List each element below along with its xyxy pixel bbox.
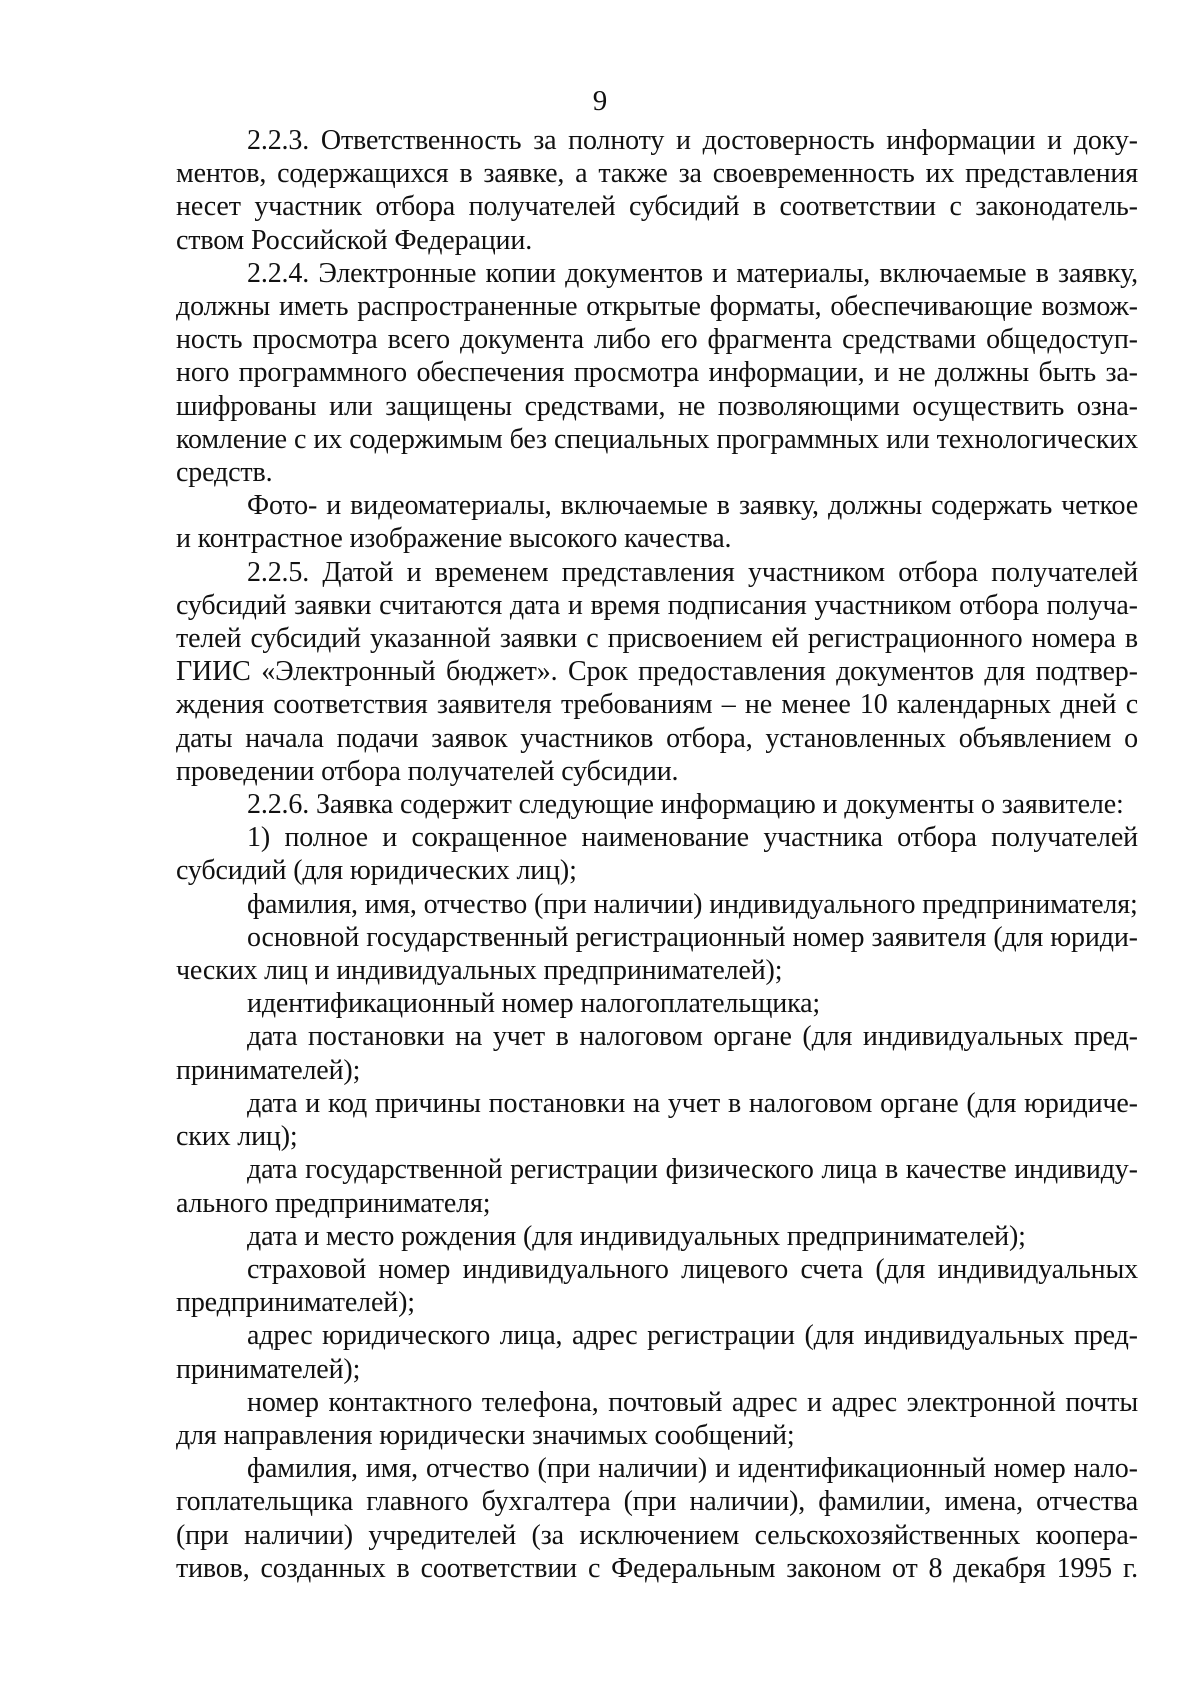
list-item-birth-date-place: дата и место рождения (для индивидуальных предпринимателей);: [247, 1220, 1026, 1252]
paragraph-2-2-6: 2.2.6. Заявка содержит следующие информацию и документы о заявителе:: [247, 789, 1124, 821]
list-item-state-registration-date: дата государственной регистрации физического лица в качестве индивидуального предпринимателя;: [176, 1154, 1138, 1219]
list-item-address: адрес юридического лица, адрес регистрации (для индивидуальных предпринимателей);: [176, 1320, 1138, 1385]
paragraph-2-2-4: 2.2.4. Электронные копии документов и материалы, включаемые в заявку, должны иметь распространенные открытые форматы, обеспечивающие возможность просмотра всего документа либо его фрагмента средствами общедоступного программного обеспечения просмотра информации, и не должны быть зашифрованы или защищены средствами, не позволяющими осуществить ознакомление с их содержимым без специальных программных или технологических средств.: [176, 257, 1138, 489]
list-item-tax-registration-date: дата постановки на учет в налоговом органе (для индивидуальных предпринимателей);: [176, 1021, 1138, 1086]
paragraph-photo-video: Фото- и видеоматериалы, включаемые в заявку, должны содержать четкое и контрастное изображение высокого качества.: [176, 490, 1138, 555]
page-number: 9: [592, 85, 608, 117]
list-item-inn: идентификационный номер налогоплательщика;: [247, 988, 821, 1020]
list-item-snils: страховой номер индивидуального лицевого счета (для индивидуальных предпринимателей);: [176, 1253, 1138, 1319]
list-item-contacts: номер контактного телефона, почтовый адрес и адрес электронной почты для направления юридически значимых сообщений;: [176, 1386, 1138, 1451]
paragraph-2-2-5: 2.2.5. Датой и временем представления участником отбора получателей субсидий заявки считаются дата и время подписания участником отбора получателей субсидий указанной заявки с присвоением ей регистрационного номера в ГИИС «Электронный бюджет». Срок предоставления документов для подтверждения соответствия заявителя требованиям – не менее 10 календарных дней с даты начала подачи заявок участников отбора, установленных объявлением о проведении отбора получателей субсидии.: [176, 556, 1138, 787]
document-body: [176, 124, 1138, 1585]
list-item-entrepreneur-name: фамилия, имя, отчество (при наличии) индивидуального предпринимателя;: [247, 888, 1138, 920]
list-item-name: 1) полное и сокращенное наименование участника отбора получателей субсидий (для юридических лиц);: [176, 822, 1138, 887]
list-item-ogrn: основной государственный регистрационный номер заявителя (для юридических лиц и индивидуальных предпринимателей);: [176, 921, 1138, 987]
list-item-accountant-founders: фамилия, имя, отчество (при наличии) и идентификационный номер налогоплательщика главного бухгалтера (при наличии), фамилии, имена, отчества (при наличии) учредителей (за исключением сельскохозяйственных кооперативов, созданных в соответствии с Федеральным законом от 8 декабря 1995 г.: [176, 1453, 1138, 1584]
list-item-kpp: дата и код причины постановки на учет в налоговом органе (для юридических лиц);: [176, 1087, 1138, 1153]
paragraph-2-2-3: 2.2.3. Ответственность за полноту и достоверность информации и документов, содержащихся в заявке, а также за своевременность их представления несет участник отбора получателей субсидий в соответствии с законодательством Российской Федерации.: [176, 125, 1138, 256]
